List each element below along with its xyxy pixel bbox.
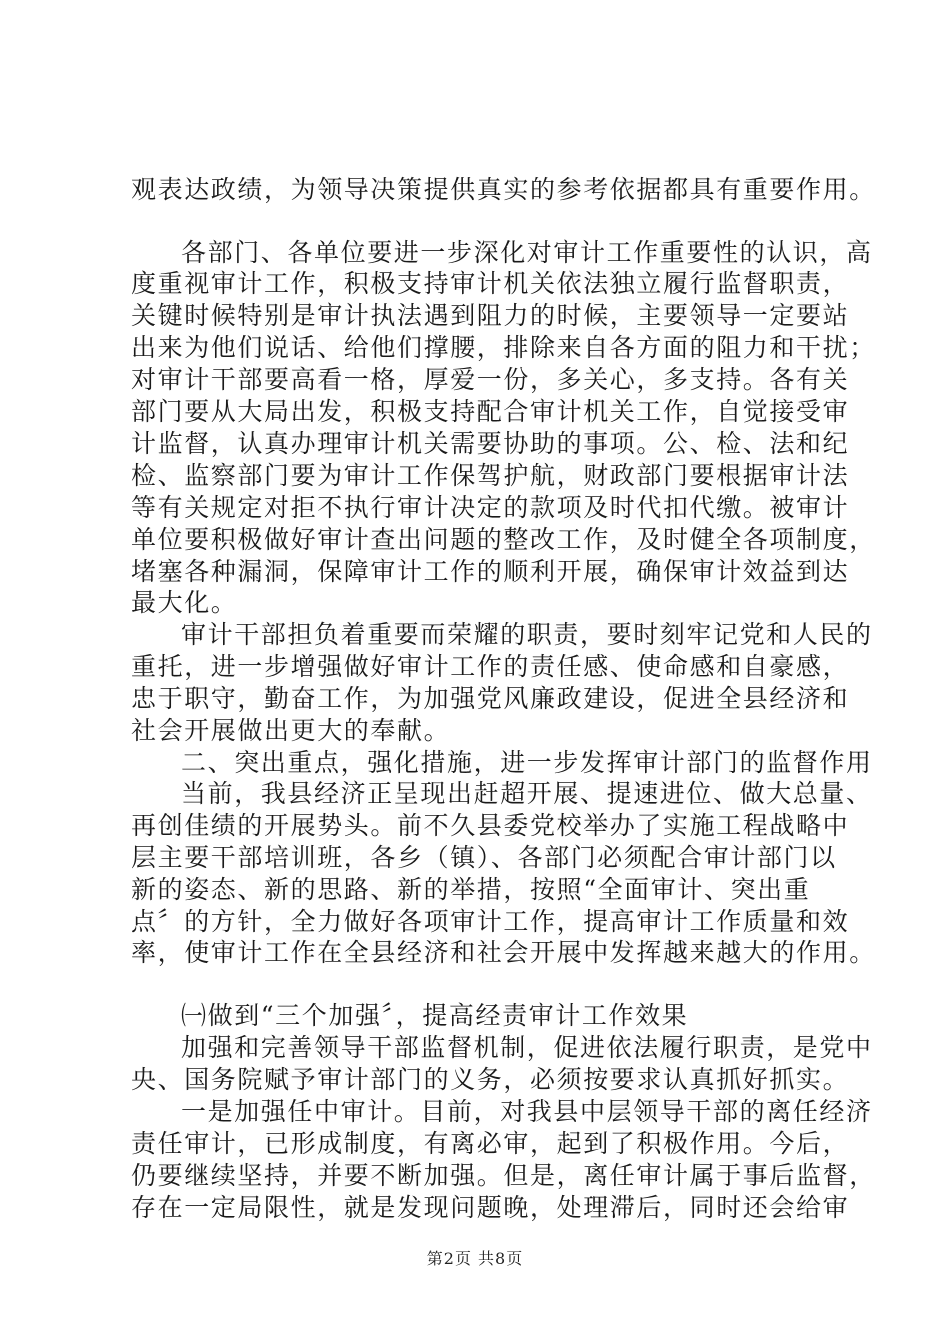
paragraph-line: 再创佳绩的开展势头。前不久县委党校举办了实施工程战略中: [131, 811, 850, 840]
paragraph-line: 部门要从大局出发，积极支持配合审计机关工作，自觉接受审: [131, 397, 850, 426]
paragraph-line: 一是加强任中审计。目前，对我县中层领导干部的离任经济: [181, 1097, 873, 1126]
paragraph-line: 观表达政绩，为领导决策提供真实的参考依据都具有重要作用。: [131, 175, 876, 204]
paragraph-line: 层主要干部培训班，各乡（镇）、各部门必须配合审计部门以: [131, 843, 837, 872]
paragraph-line: 重托，进一步增强做好审计工作的责任感、使命感和自豪感，: [131, 652, 850, 681]
paragraph-line: 度重视审计工作，积极支持审计机关依法独立履行监督职责，: [131, 269, 850, 298]
paragraph-line: 各部门、各单位要进一步深化对审计工作重要性的认识，高: [181, 238, 873, 267]
paragraph-line: 等有关规定对拒不执行审计决定的款项及时代扣代缴。被审计: [131, 493, 850, 522]
paragraph-line: 仍要继续坚持，并要不断加强。但是，离任审计属于事后监督，: [131, 1161, 876, 1190]
paragraph-line: 忠于职守，勤奋工作，为加强党风廉政建设，促进全县经济和: [131, 684, 850, 713]
paragraph-line: 单位要积极做好审计查出问题的整改工作，及时健全各项制度，: [131, 525, 876, 554]
paragraph-line: 新的姿态、新的思路、新的举措，按照“全面审计、突出重: [131, 875, 811, 904]
paragraph-line: 关键时候特别是审计执法遇到阻力的时候，主要领导一定要站: [131, 301, 850, 330]
paragraph-line: 审计干部担负着重要而荣耀的职责，要时刻牢记党和人民的: [181, 620, 873, 649]
paragraph-line: 堵塞各种漏洞，保障审计工作的顺利开展，确保审计效益到达: [131, 557, 850, 586]
paragraph-line: 社会开展做出更大的奉献。: [131, 716, 451, 745]
paragraph-line: 当前，我县经济正呈现出赶超开展、提速进位、做大总量、: [181, 779, 873, 808]
paragraph-line: 对审计干部要高看一格，厚爱一份，多关心，多支持。各有关: [131, 365, 850, 394]
paragraph-line: 央、国务院赋予审计部门的义务，必须按要求认真抓好抓实。: [131, 1065, 850, 1094]
paragraph-line: 责任审计，已形成制度，有离必审，起到了积极作用。今后，: [131, 1129, 850, 1158]
paragraph-line: 率，使审计工作在全县经济和社会开展中发挥越来越大的作用。: [131, 938, 876, 967]
paragraph-line: 出来为他们说话、给他们撑腰，排除来自各方面的阻力和干扰；: [131, 333, 876, 362]
paragraph-line: 点〞的方针，全力做好各项审计工作，提高审计工作质量和效: [131, 907, 850, 936]
paragraph-line: 存在一定局限性，就是发现问题晚，处理滞后，同时还会给审: [131, 1193, 850, 1222]
paragraph-line: 加强和完善领导干部监督机制，促进依法履行职责，是党中: [181, 1033, 873, 1062]
paragraph-line: 最大化。: [131, 588, 238, 617]
paragraph-line: 计监督，认真办理审计机关需要协助的事项。公、检、法和纪: [131, 429, 850, 458]
paragraph-line: 检、监察部门要为审计工作保驾护航，财政部门要根据审计法: [131, 461, 850, 490]
page-number-footer: 第2页 共8页: [426, 1249, 524, 1268]
subsection-heading: ㈠做到“三个加强〞，提高经责审计工作效果: [181, 1001, 689, 1030]
section-heading: 二、突出重点，强化措施，进一步发挥审计部门的监督作用: [181, 748, 873, 777]
